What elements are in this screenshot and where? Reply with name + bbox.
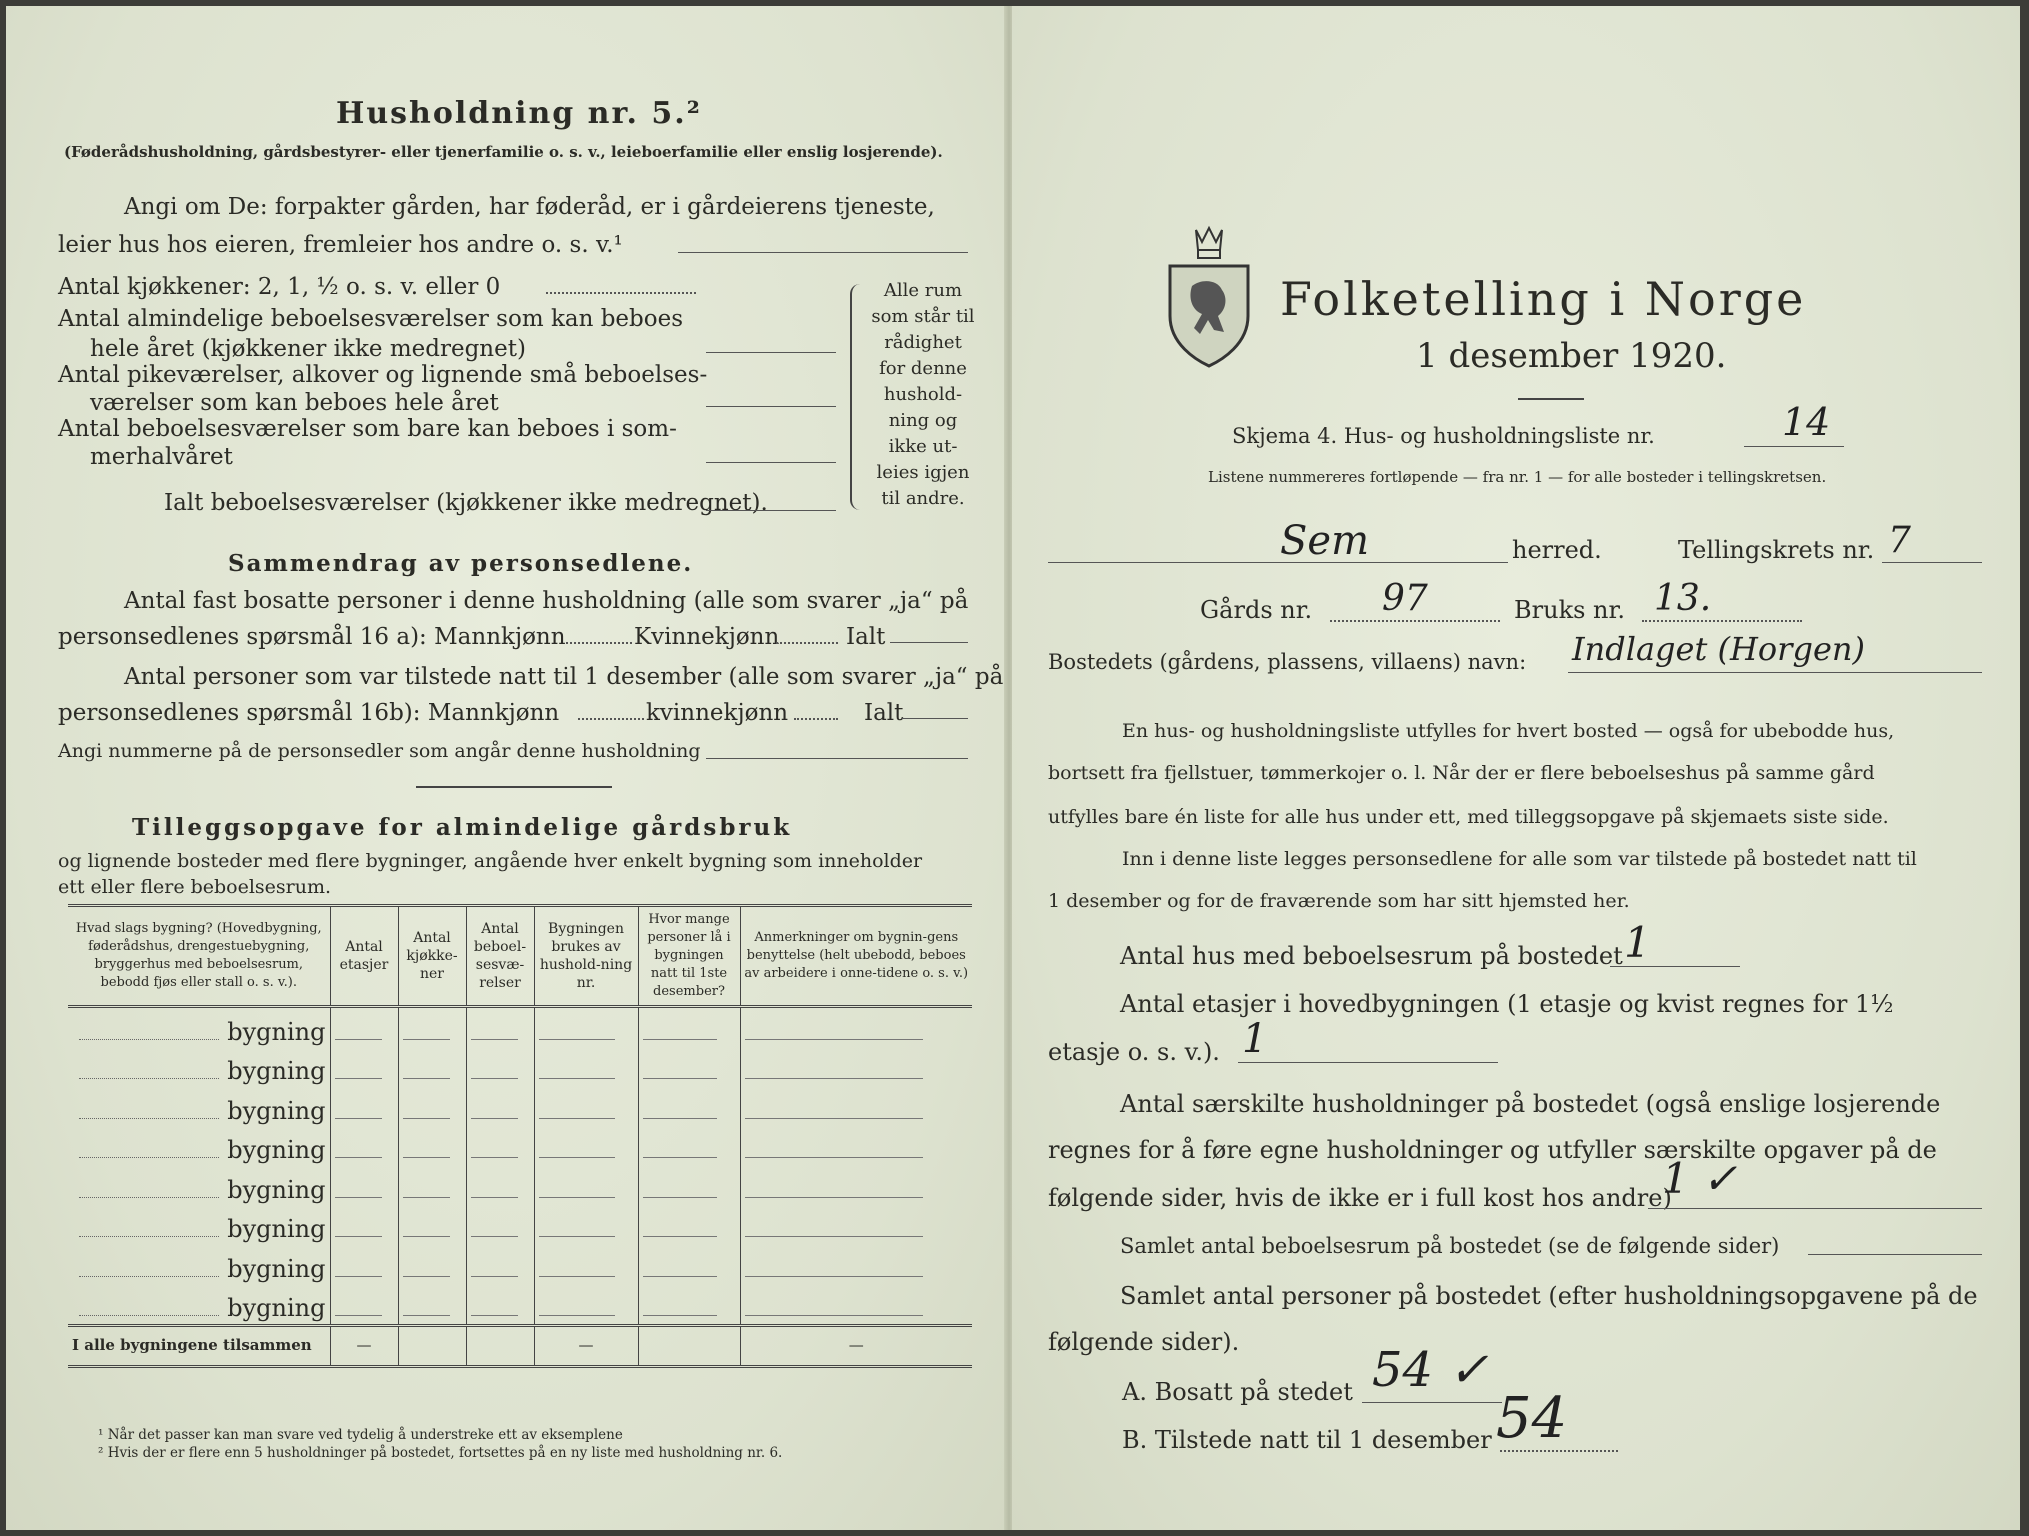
building-row-label: bygning (227, 1057, 326, 1085)
persons-cell[interactable] (638, 1048, 740, 1088)
building-type-blank[interactable] (79, 1315, 219, 1316)
table-row (68, 1245, 972, 1285)
present-female-answer[interactable] (794, 718, 838, 720)
header-floors: Antal etasjer (330, 906, 398, 1007)
coat-of-arms-icon (1162, 224, 1256, 370)
instruction-line-3: utfylles bare én liste for alle hus under ett, med tilleggsopgave på skjemaets siste side. (1048, 806, 1889, 828)
header-remarks: Anmerkninger om bygnin-gens benyttelse (helt ubebodd, beboes av arbeidere i onne-tidene o. s. v.) (740, 906, 972, 1007)
instruction-line-2: bortsett fra fjellstuer, tømmerkojer o. l. Når der er flere beboelseshus på samme gård (1048, 762, 1875, 784)
samlet-rum-label: Samlet antal beboelsesrum på bostedet (se de følgende sider) (1120, 1234, 1780, 1258)
footnote-2: ² Hvis der er flere enn 5 husholdninger på bostedet, fortsettes på en ny liste med husholdning nr. 6. (98, 1445, 783, 1461)
etasjer-line-2: etasje o. s. v.). (1048, 1038, 1220, 1066)
building-type-blank[interactable] (79, 1078, 219, 1079)
bosatt-value[interactable]: 54 ✓ (1372, 1342, 1489, 1398)
cell-underline (403, 1037, 450, 1040)
table-total-row (68, 1326, 972, 1367)
table-row (68, 1166, 972, 1206)
cell-underline (335, 1195, 382, 1198)
cell-underline (745, 1195, 924, 1198)
cell-underline (335, 1116, 382, 1119)
rooms-summer-answer[interactable] (706, 462, 836, 463)
kitchens-cell[interactable] (398, 1127, 466, 1167)
table-row (68, 1007, 972, 1048)
cell-underline (471, 1155, 518, 1158)
census-date: 1 desember 1920. (1416, 336, 1727, 376)
skjema-answer-line[interactable] (1744, 446, 1844, 447)
rooms-cell[interactable] (466, 1087, 534, 1127)
cell-underline (403, 1274, 450, 1277)
etasjer-value[interactable]: 1 (1242, 1016, 1268, 1062)
persons-cell[interactable] (638, 1087, 740, 1127)
rooms-cell[interactable] (466, 1245, 534, 1285)
bruks-value[interactable]: 13. (1654, 578, 1712, 619)
building-type-cell[interactable] (68, 1285, 330, 1326)
brace-note-line: Alle rum (883, 280, 963, 301)
cell-underline (539, 1313, 615, 1316)
rooms-total: Ialt beboelsesværelser (kjøkkener ikke medregnet). (164, 490, 768, 516)
remarks-cell[interactable] (740, 1206, 972, 1246)
husholdninger-line-3: følgende sider, hvis de ikke er i full kost hos andre) (1048, 1184, 1672, 1212)
total-rooms[interactable] (466, 1326, 534, 1367)
cell-underline (643, 1313, 717, 1316)
herred-line[interactable] (1048, 562, 1508, 563)
cell-underline (539, 1274, 615, 1277)
cell-underline (745, 1155, 924, 1158)
samlet-rum-line[interactable] (1808, 1254, 1982, 1255)
cell-underline (539, 1234, 615, 1237)
household-cell[interactable] (534, 1007, 638, 1048)
total-persons[interactable] (638, 1326, 740, 1367)
summary-line-5: Angi nummerne på de personsedler som angår denne husholdning (58, 740, 701, 762)
household-cell[interactable] (534, 1087, 638, 1127)
household-cell[interactable] (534, 1166, 638, 1206)
samlet-personer-line-2: følgende sider). (1048, 1328, 1240, 1356)
household-title: Husholdning nr. 5.² (336, 96, 702, 131)
brace-note-line: hushold- (883, 384, 963, 405)
summary-line-4a: personsedlenes spørsmål 16b): Mannkjønn (58, 700, 560, 726)
skjema-label: Skjema 4. Hus- og husholdningsliste nr. (1232, 424, 1655, 448)
brace-note (868, 278, 978, 512)
bosted-line[interactable] (1568, 672, 1982, 673)
cell-underline (539, 1155, 615, 1158)
cell-underline (403, 1155, 450, 1158)
cell-underline (471, 1195, 518, 1198)
tellingskrets-value[interactable]: 7 (1888, 520, 1911, 561)
persons-cell[interactable] (638, 1285, 740, 1326)
building-row-label: bygning (227, 1175, 326, 1204)
instruction-line-1: En hus- og husholdningsliste utfylles for hvert bosted — også for ubebodde hus, (1122, 720, 1895, 742)
kitchens-cell[interactable] (398, 1087, 466, 1127)
cell-underline (643, 1155, 717, 1158)
building-type-cell[interactable] (68, 1087, 330, 1127)
building-row-label: bygning (227, 1017, 326, 1046)
cell-underline (403, 1076, 450, 1079)
total-floors[interactable]: — (330, 1326, 398, 1367)
rooms-ordinary: Antal almindelige beboelsesværelser som kan beboes (58, 306, 684, 332)
rooms-small-2: værelser som kan beboes hele året (90, 390, 499, 416)
cell-underline (539, 1116, 615, 1119)
gards-label: Gårds nr. (1200, 596, 1313, 624)
floors-cell[interactable] (330, 1007, 398, 1048)
cell-underline (335, 1076, 382, 1079)
total-kitchens[interactable] (398, 1326, 466, 1367)
brace-note-line: til andre. (881, 488, 965, 509)
floors-cell[interactable] (330, 1285, 398, 1326)
bosatt-label: A. Bosatt på stedet (1122, 1378, 1353, 1406)
cell-underline (471, 1076, 518, 1079)
skjema-value[interactable]: 14 (1782, 400, 1831, 444)
cell-underline (471, 1274, 518, 1277)
cell-underline (643, 1274, 717, 1277)
cell-underline (335, 1037, 382, 1040)
bruks-label: Bruks nr. (1514, 596, 1625, 624)
brace-note-line: ning og (888, 410, 958, 431)
household-cell[interactable] (534, 1048, 638, 1088)
household-cell[interactable] (534, 1206, 638, 1246)
husholdninger-line-1: Antal særskilte husholdninger på bostedet (også enslige losjerende (1120, 1090, 1941, 1118)
husholdninger-line[interactable] (1648, 1208, 1982, 1209)
tellingskrets-label: Tellingskrets nr. (1678, 536, 1875, 564)
cell-underline (643, 1234, 717, 1237)
herred-label: herred. (1512, 536, 1602, 564)
building-type-cell[interactable] (68, 1166, 330, 1206)
summary-line-2b: Kvinnekjønn (634, 624, 780, 650)
summary-total-answer[interactable] (890, 642, 968, 643)
husholdninger-line-2: regnes for å føre egne husholdninger og utfyller særskilte opgaver på de (1048, 1136, 1937, 1164)
rooms-cell[interactable] (466, 1007, 534, 1048)
rooms-ordinary-2: hele året (kjøkkener ikke medregnet) (90, 336, 526, 362)
building-type-cell[interactable] (68, 1245, 330, 1285)
rooms-small: Antal pikeværelser, alkover og lignende små beboelses- (58, 362, 708, 388)
persons-cell[interactable] (638, 1007, 740, 1048)
rooms-cell[interactable] (466, 1127, 534, 1167)
hus-label: Antal hus med beboelsesrum på bostedet (1120, 942, 1623, 970)
summary-line-2c: Ialt (846, 624, 886, 650)
household-cell[interactable] (534, 1127, 638, 1167)
total-household[interactable]: — (534, 1326, 638, 1367)
floors-cell[interactable] (330, 1166, 398, 1206)
cell-underline (471, 1234, 518, 1237)
total-label: I alle bygningene tilsammen (68, 1326, 330, 1367)
household-cell[interactable] (534, 1245, 638, 1285)
floors-cell[interactable] (330, 1206, 398, 1246)
cell-underline (539, 1037, 615, 1040)
cell-underline (403, 1313, 450, 1316)
cell-underline (335, 1313, 382, 1316)
summary-title: Sammendrag av personsedlene. (228, 550, 694, 577)
husholdninger-value[interactable]: 1 ✓ (1662, 1154, 1738, 1203)
cell-underline (335, 1155, 382, 1158)
angi-answer-line[interactable] (678, 252, 968, 253)
remarks-cell[interactable] (740, 1048, 972, 1088)
present-male-answer[interactable] (578, 718, 644, 720)
header-kitchens: Antal kjøkke-ner (398, 906, 466, 1007)
brace-note-line: leies igjen (876, 462, 970, 483)
personsedler-answer[interactable] (706, 758, 968, 759)
summary-female-answer[interactable] (776, 642, 838, 644)
remarks-cell[interactable] (740, 1127, 972, 1167)
cell-underline (643, 1037, 717, 1040)
building-type-blank[interactable] (79, 1039, 219, 1040)
tillegg-line-1: og lignende bosteder med flere bygninger, angående hver enkelt bygning som inneholder (58, 850, 923, 872)
header-household: Bygningen brukes av hushold-ning nr. (534, 906, 638, 1007)
building-row-label: bygning (227, 1254, 326, 1283)
building-type-blank[interactable] (79, 1276, 219, 1277)
left-page (6, 6, 1008, 1530)
table-row (68, 1285, 972, 1326)
brace-note-line: som står til (871, 306, 975, 327)
table-header-row (68, 906, 972, 1007)
cell-underline (745, 1313, 924, 1316)
tilstede-label: B. Tilstede natt til 1 desember (1122, 1426, 1492, 1454)
tilstede-value[interactable]: 54 (1496, 1386, 1568, 1451)
summary-male-answer[interactable] (566, 642, 632, 644)
hus-value[interactable]: 1 (1624, 918, 1651, 967)
building-row-label: bygning (227, 1294, 326, 1322)
building-row-label: bygning (227, 1215, 326, 1243)
etasjer-line[interactable] (1238, 1062, 1498, 1063)
building-type-blank[interactable] (79, 1236, 219, 1237)
divider (1518, 398, 1584, 400)
cell-underline (745, 1076, 924, 1079)
brace-note-line: ikke ut- (888, 436, 958, 457)
building-row-label: bygning (227, 1096, 326, 1125)
building-type-cell[interactable] (68, 1206, 330, 1246)
rooms-total-answer[interactable] (706, 510, 836, 511)
remarks-cell[interactable] (740, 1087, 972, 1127)
brace-note-line: for denne (879, 358, 967, 379)
rooms-cell[interactable] (466, 1285, 534, 1326)
summary-line-4c: Ialt (864, 700, 904, 726)
rooms-ordinary-answer[interactable] (706, 352, 836, 353)
rooms-cell[interactable] (466, 1206, 534, 1246)
persons-cell[interactable] (638, 1245, 740, 1285)
remarks-cell[interactable] (740, 1166, 972, 1206)
instruction-line-5: 1 desember og for de fraværende som har sitt hjemsted her. (1048, 890, 1630, 912)
persons-cell[interactable] (638, 1127, 740, 1167)
household-cell[interactable] (534, 1285, 638, 1326)
divider (416, 786, 612, 788)
etasjer-line-1: Antal etasjer i hovedbygningen (1 etasje og kvist regnes for 1½ (1120, 990, 1894, 1018)
building-type-cell[interactable] (68, 1007, 330, 1048)
rooms-kitchens: Antal kjøkkener: 2, 1, ½ o. s. v. eller 0 (58, 274, 501, 300)
summary-line-1: Antal fast bosatte personer i denne husholdning (alle som svarer „ja“ på (124, 588, 969, 614)
cell-underline (335, 1234, 382, 1237)
cell-underline (403, 1116, 450, 1119)
instruction-line-4: Inn i denne liste legges personsedlene for alle som var tilstede på bostedet natt til (1122, 848, 1917, 870)
remarks-cell[interactable] (740, 1245, 972, 1285)
remarks-cell[interactable] (740, 1007, 972, 1048)
kitchens-cell[interactable] (398, 1206, 466, 1246)
building-type-blank[interactable] (79, 1118, 219, 1119)
census-title: Folketelling i Norge (1280, 272, 1807, 326)
kitchens-cell[interactable] (398, 1048, 466, 1088)
kitchens-cell[interactable] (398, 1166, 466, 1206)
table-row (68, 1048, 972, 1088)
cell-underline (335, 1274, 382, 1277)
bosatt-line[interactable] (1362, 1402, 1502, 1403)
cell-underline (643, 1195, 717, 1198)
header-building-type: Hvad slags bygning? (Hovedbygning, føderådshus, drengestuebygning, bryggerhus med beboelsesrum, bebodd fjøs eller stall o. s. v.). (68, 906, 330, 1007)
building-type-cell[interactable] (68, 1048, 330, 1088)
present-total-answer[interactable] (902, 718, 968, 719)
building-row-label: bygning (227, 1136, 326, 1164)
remarks-cell[interactable] (740, 1285, 972, 1326)
floors-cell[interactable] (330, 1245, 398, 1285)
tillegg-line-2: ett eller flere beboelsesrum. (58, 876, 332, 898)
tillegg-title: Tilleggsopgave for almindelige gårdsbruk (132, 814, 793, 841)
rooms-cell[interactable] (466, 1048, 534, 1088)
angi-line-1: Angi om De: forpakter gården, har føderåd, er i gårdeierens tjeneste, (124, 194, 935, 220)
angi-line-2: leier hus hos eieren, fremleier hos andre o. s. v.¹ (58, 232, 623, 258)
bosted-label: Bostedets (gårdens, plassens, villaens) navn: (1048, 650, 1527, 674)
bruks-line[interactable] (1642, 620, 1802, 622)
rooms-cell[interactable] (466, 1166, 534, 1206)
building-type-blank[interactable] (79, 1197, 219, 1198)
gards-line[interactable] (1330, 620, 1500, 622)
cell-underline (471, 1313, 518, 1316)
cell-underline (745, 1274, 924, 1277)
cell-underline (403, 1195, 450, 1198)
summary-line-4b: kvinnekjønn (646, 700, 789, 726)
cell-underline (539, 1076, 615, 1079)
rooms-summer-2: merhalvåret (90, 444, 233, 470)
brace (850, 284, 866, 510)
rooms-small-answer[interactable] (706, 406, 836, 407)
floors-cell[interactable] (330, 1127, 398, 1167)
gards-value[interactable]: 97 (1382, 578, 1428, 619)
floors-cell[interactable] (330, 1087, 398, 1127)
floors-cell[interactable] (330, 1048, 398, 1088)
cell-underline (745, 1037, 924, 1040)
table-row (68, 1206, 972, 1246)
cell-underline (403, 1234, 450, 1237)
persons-cell[interactable] (638, 1206, 740, 1246)
cell-underline (745, 1234, 924, 1237)
cell-underline (643, 1076, 717, 1079)
header-rooms: Antal beboel-sesvæ-relser (466, 906, 534, 1007)
numbering-note: Listene nummereres fortløpende — fra nr. 1 — for alle bosteder i tellingskretsen. (1208, 468, 1827, 486)
cell-underline (643, 1116, 717, 1119)
table-row (68, 1087, 972, 1127)
brace-note-line: rådighet (884, 332, 962, 353)
cell-underline (539, 1195, 615, 1198)
samlet-personer-line-1: Samlet antal personer på bostedet (efter husholdningsopgavene på de (1120, 1282, 1978, 1310)
kitchens-cell[interactable] (398, 1285, 466, 1326)
rooms-summer: Antal beboelsesværelser som bare kan beboes i som- (58, 416, 677, 442)
tellingskrets-line[interactable] (1882, 562, 1982, 563)
bosted-value[interactable]: Indlaget (Horgen) (1572, 630, 1865, 668)
right-page (1012, 6, 2020, 1530)
summary-line-3: Antal personer som var tilstede natt til 1 desember (alle som svarer „ja“ på (124, 664, 1004, 690)
header-persons: Hvor mange personer lå i bygningen natt til 1ste desember? (638, 906, 740, 1007)
summary-line-2a: personsedlenes spørsmål 16 a): Mannkjønn (58, 624, 566, 650)
building-type-cell[interactable] (68, 1127, 330, 1167)
cell-underline (471, 1037, 518, 1040)
cell-underline (745, 1116, 924, 1119)
dot-leader (546, 292, 696, 294)
herred-value[interactable]: Sem (1280, 518, 1370, 564)
kitchens-cell[interactable] (398, 1245, 466, 1285)
persons-cell[interactable] (638, 1166, 740, 1206)
table-row (68, 1127, 972, 1167)
building-type-blank[interactable] (79, 1157, 219, 1158)
footnote-1: ¹ Når det passer kan man svare ved tydelig å understreke ett av eksemplene (98, 1427, 623, 1443)
building-table (68, 904, 972, 1368)
total-remarks[interactable]: — (740, 1326, 972, 1367)
cell-underline (471, 1116, 518, 1119)
household-subtitle: (Føderådshusholdning, gårdsbestyrer- eller tjenerfamilie o. s. v., leieboerfamilie eller enslig losjerende). (64, 143, 943, 161)
kitchens-cell[interactable] (398, 1007, 466, 1048)
